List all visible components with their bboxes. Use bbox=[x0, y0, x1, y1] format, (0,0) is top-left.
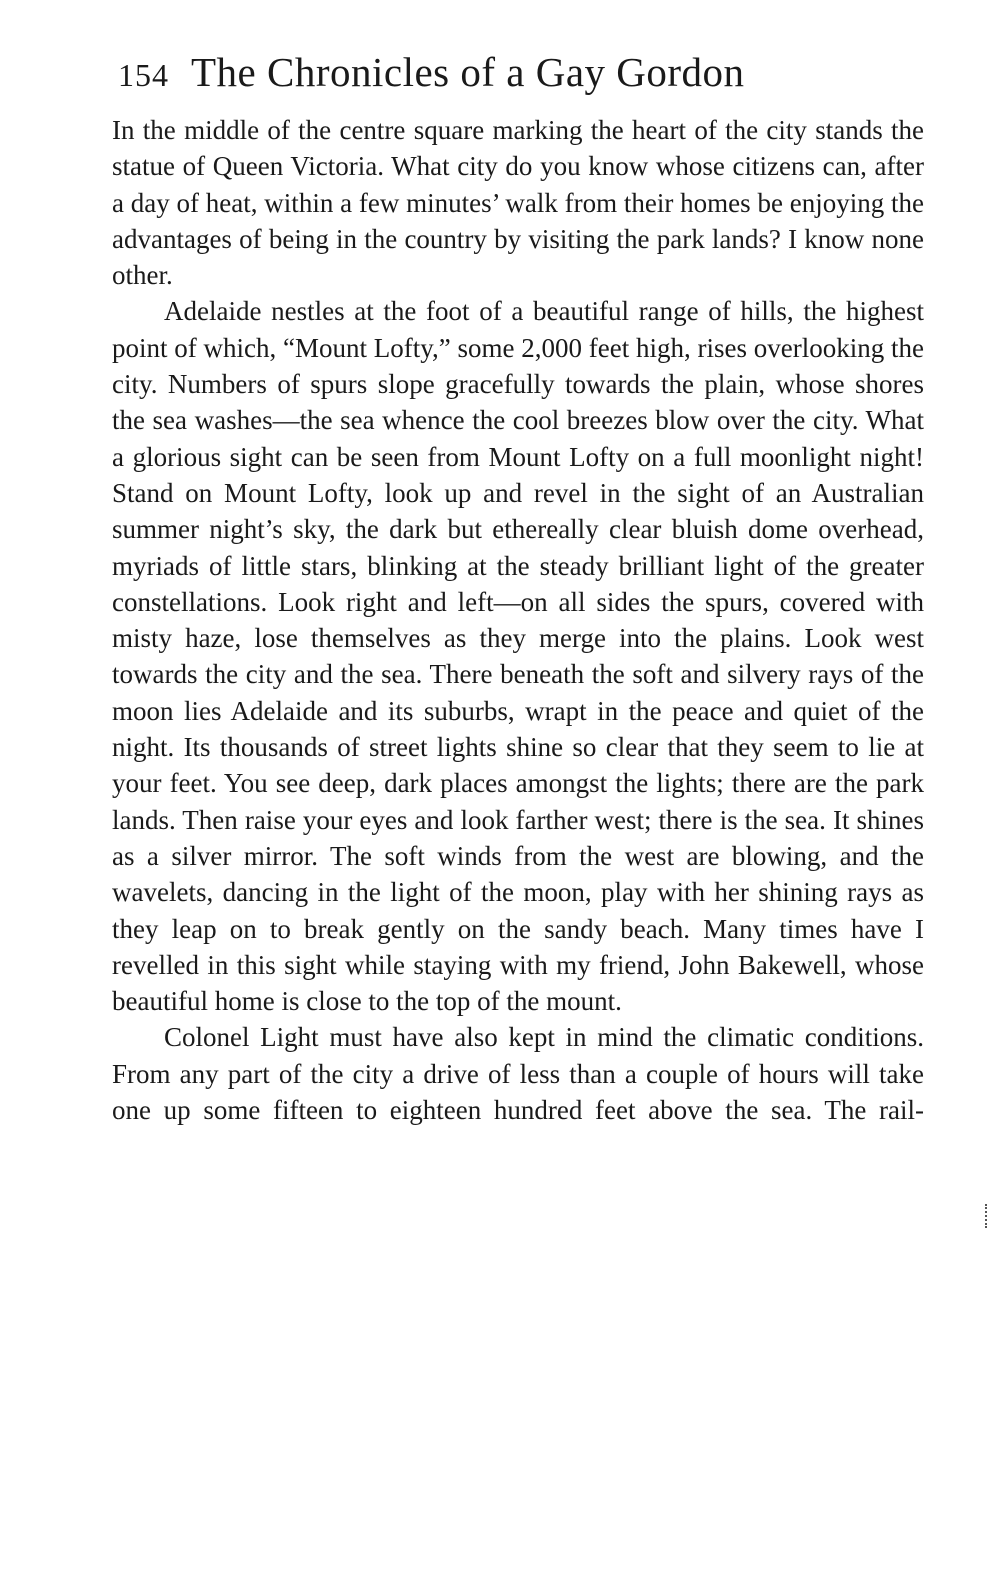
paragraph-2: Adelaide nestles at the foot of a beautiful range of hills, the highest point of which, “Mount Lofty,” some 2,000 feet high, rises overlooking the city. Numbers of spurs slope gracefully towards the plain, whose shores the sea washes—the sea whence the cool breezes blow over the city. What a glorious sight can be seen from Mount Lofty on a full moonlight night! Stand on Mount Lofty, look up and revel in the sight of an Australian summer night’s sky, the dark but ethereally clear bluish dome overhead, myriads of little stars, blinking at the steady brilliant light of the greater constellations. Look right and left—on all sides the spurs, covered with misty haze, lose themselves as they merge into the plains. Look west towards the city and the sea. There beneath the soft and silvery rays of the moon lies Adelaide and its suburbs, wrapt in the peace and quiet of the night. Its thousands of street lights shine so clear that they seem to lie at your feet. You see deep, dark places amongst the lights; there are the park lands. Then raise your eyes and look farther west; there is the sea. It shines as a silver mirror. The soft winds from the west are blowing, and the wavelets, dancing in the light of the moon, play with her shining rays as they leap on to break gently on the sandy beach. Many times have I revelled in this sight while staying with my friend, John Bakewell, whose beautiful home is close to the top of the mount. bbox=[112, 296, 924, 1017]
book-title: The Chronicles of a Gay Gordon bbox=[191, 49, 745, 95]
margin-mark bbox=[985, 1204, 990, 1228]
running-head bbox=[118, 48, 878, 108]
body-text bbox=[112, 112, 924, 1128]
paragraph-3: Colonel Light must have also kept in mind the climatic conditions. From any part of the city a drive of less than a couple of hours will take one up some fifteen to eighteen hundred feet above the sea. The rail- bbox=[112, 1022, 924, 1126]
page-number: 154 bbox=[118, 57, 169, 93]
paragraph-1: In the middle of the centre square marking the heart of the city stands the statue of Queen Victoria. What city do you know whose citizens can, after a day of heat, within a few minutes’ walk from their homes be enjoying the advantages of being in the country by visiting the park lands? I know none other. bbox=[112, 115, 924, 291]
